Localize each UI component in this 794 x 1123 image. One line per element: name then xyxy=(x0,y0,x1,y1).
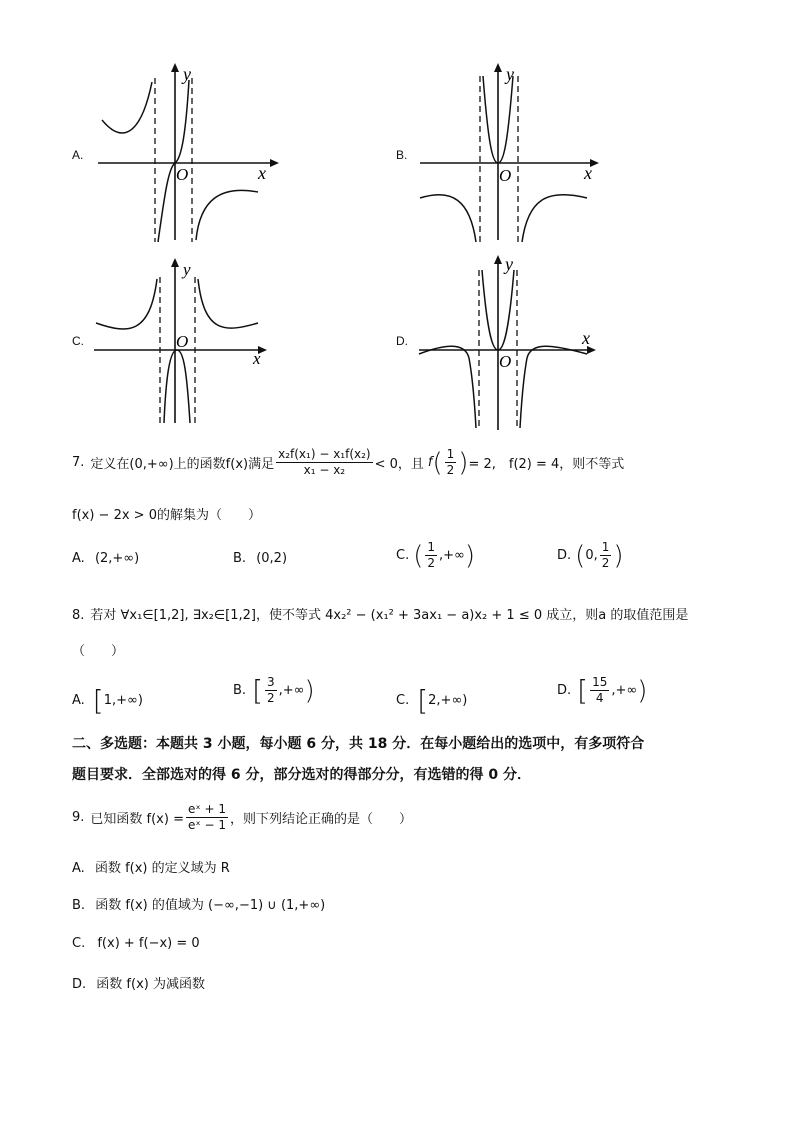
q8-option-d-label: D. xyxy=(557,683,572,698)
graph-a-y-label: y xyxy=(183,64,191,84)
q9-option-c[interactable] xyxy=(72,936,200,951)
q7-option-a-label: A. xyxy=(72,551,85,566)
q9-option-a[interactable] xyxy=(72,857,230,876)
q7-text-c: = 2, f(2) = 4，则不等式 xyxy=(468,457,625,472)
q9-fraction xyxy=(186,802,228,833)
graph-b-x-label: x xyxy=(584,163,592,183)
option-d-label: D. xyxy=(396,334,408,348)
q8-line1 xyxy=(72,604,688,623)
q9-option-c-label: C. xyxy=(72,936,86,951)
q7-half-num: 1 xyxy=(446,447,455,461)
q7-option-c[interactable]: C. ( $\frac{1}{2}$ ,+∞ ) xyxy=(396,540,476,571)
q9-option-a-label: A. xyxy=(72,861,85,876)
q9-number: 9. xyxy=(72,810,85,825)
q7-option-d-num: 1 xyxy=(601,540,610,554)
q7-number: 7. xyxy=(72,455,85,470)
q8-option-a[interactable]: A. [ 1,+∞) xyxy=(72,684,143,717)
graph-a-x-label: x xyxy=(258,163,266,183)
graph-c xyxy=(90,255,280,427)
graph-c-y-label: y xyxy=(183,260,191,279)
q7-option-c-tail: ,+∞ xyxy=(439,548,465,563)
q7-half xyxy=(445,447,457,478)
q8-option-d-den: 4 xyxy=(595,691,604,705)
option-b-label: B. xyxy=(396,148,408,162)
q8-option-c-label: C. xyxy=(396,693,410,708)
q9-option-d-label: D. xyxy=(72,977,87,992)
q7-option-c-num: 1 xyxy=(427,540,436,554)
q7-option-d-label: D. xyxy=(557,548,572,563)
q9-text-a: 已知函数 f(x) = xyxy=(90,812,184,827)
q8-paren: （ ） xyxy=(72,644,125,659)
q9-option-b-text: 函数 f(x) 的值域为 (−∞,−1) ∪ (1,+∞) xyxy=(95,898,326,913)
q8-option-a-label: A. xyxy=(72,693,85,708)
graph-a-origin-label: O xyxy=(176,165,189,184)
q9-frac-num: eˣ + 1 xyxy=(187,802,227,816)
q7-line1: 7. 定义在(0,+∞)上的函数f(x)满足 $\frac{\text{x₂f(x₁) − x₁f(x₂)}}{\text{x₁ − x₂}}$ < 0，且 f ( $\frac{1}{2}$ ) = 2, f(2) = 4，则不等式 xyxy=(72,447,625,478)
q7-option-b-label: B. xyxy=(233,551,247,566)
q7-option-a-value: (2,+∞) xyxy=(94,551,140,566)
q9-text-b: ，则下列结论正确的是（ ） xyxy=(230,812,413,827)
q8-option-d-tail: ,+∞ xyxy=(611,683,638,698)
graph-d-x-label: x xyxy=(582,328,590,348)
graph-d-origin-label: O xyxy=(499,352,512,371)
q8-number: 8. xyxy=(72,608,85,623)
q7-text-a: 定义在(0,+∞)上的函数f(x)满足 xyxy=(90,457,275,472)
q7-frac-numerator: x₂f(x₁) − x₁f(x₂) xyxy=(278,447,371,461)
graph-b-origin-label: O xyxy=(499,166,512,185)
q7-option-c-den: 2 xyxy=(427,556,436,570)
q7-option-b[interactable] xyxy=(233,551,287,566)
q7-option-b-value: (0,2) xyxy=(256,551,288,566)
q8-option-c-value: 2,+∞) xyxy=(428,693,468,708)
q8-option-c[interactable]: C. [ 2,+∞) xyxy=(396,684,468,717)
q9-option-a-text: 函数 f(x) 的定义域为 R xyxy=(94,861,230,876)
graph-d-y-label: y xyxy=(505,254,513,274)
q7-f-label: f xyxy=(427,455,433,470)
q8-option-b-label: B. xyxy=(233,683,247,698)
q7-half-den: 2 xyxy=(446,463,455,477)
graph-b xyxy=(412,60,602,250)
option-c-label: C. xyxy=(72,334,84,348)
q9-option-d-text: 函数 f(x) 为减函数 xyxy=(96,977,205,992)
q8-option-b-num: 3 xyxy=(267,675,275,689)
section2-line2: 题目要求．全部选对的得 6 分，部分选对的得部分分，有选错的得 0 分． xyxy=(72,767,531,783)
q7-option-d-head: 0, xyxy=(585,548,598,563)
q9-option-d[interactable] xyxy=(72,973,205,992)
q7-frac-denominator: x₁ − x₂ xyxy=(303,463,346,477)
q9-stem xyxy=(72,802,412,833)
q9-option-b-label: B. xyxy=(72,898,86,913)
q9-option-c-text: f(x) + f(−x) = 0 xyxy=(97,936,200,951)
q8-option-b-den: 2 xyxy=(267,691,275,705)
section2-line1: 二、多选题：本题共 3 小题，每小题 6 分，共 18 分．在每小题给出的选项中，有多项符合 xyxy=(72,736,645,752)
graph-c-x-label: x xyxy=(253,349,261,368)
q7-text-b: < 0，且 xyxy=(374,457,424,472)
q9-frac-den: eˣ − 1 xyxy=(187,818,227,832)
q8-option-b-tail: ,+∞ xyxy=(278,683,305,698)
q8-option-a-value: 1,+∞) xyxy=(103,693,143,708)
q7-option-a[interactable] xyxy=(72,551,139,566)
q8-text: 若对 ∀x₁∈[1,2], ∃x₂∈[1,2]，使不等式 4x₂² − (x₁² + 3ax₁ − a)x₂ + 1 ≤ 0 成立，则a 的取值范围是 xyxy=(90,608,689,623)
q7-option-d[interactable]: D. ( 0, $\frac{1}{2}$ ) xyxy=(557,540,624,571)
graph-b-y-label: y xyxy=(506,64,514,84)
option-a-label: A. xyxy=(72,148,84,162)
q9-option-b[interactable] xyxy=(72,894,325,913)
q7-line2: f(x) − 2x > 0的解集为（ ） xyxy=(72,508,261,523)
q7-option-d-den: 2 xyxy=(601,556,610,570)
graph-a xyxy=(90,60,280,250)
graph-d xyxy=(415,250,605,432)
q8-option-b[interactable]: B. [ $\frac{3}{2}$ ,+∞ ) xyxy=(233,674,315,707)
q8-option-d[interactable]: D. [ $\frac{15}{4}$ ,+∞ ) xyxy=(557,674,648,707)
graph-c-origin-label: O xyxy=(176,332,189,351)
q7-fraction xyxy=(276,447,373,478)
q7-option-c-label: C. xyxy=(396,548,410,563)
q8-option-d-num: 15 xyxy=(592,675,608,689)
